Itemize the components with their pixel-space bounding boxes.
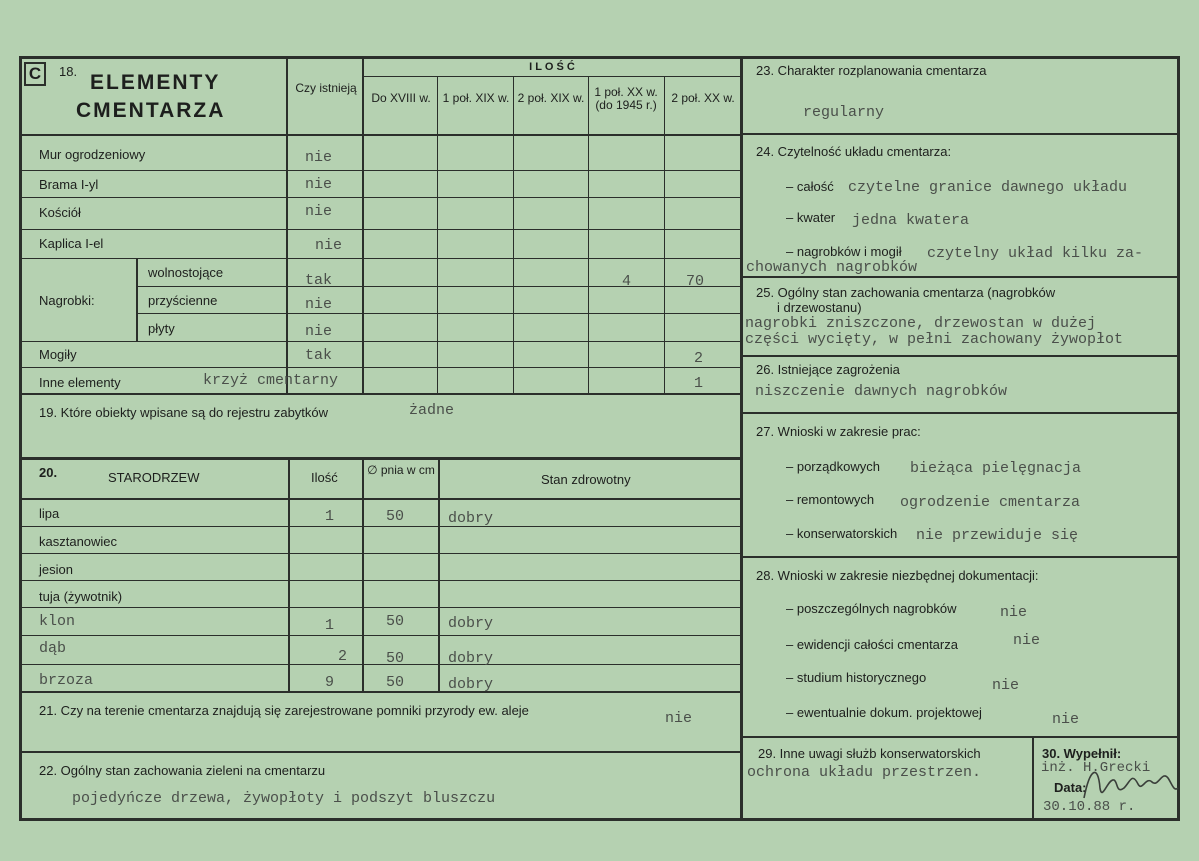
tree-health-birch[interactable]: dobry: [448, 676, 494, 693]
signature: [1080, 758, 1180, 808]
s30-label: 30. Wypełnił:: [1042, 746, 1122, 761]
s28-design-label: – ewentualnie dokum. projektowej: [786, 705, 982, 720]
row-value-gate[interactable]: nie: [305, 176, 333, 193]
row-label-other: Inne elementy: [39, 375, 121, 390]
s24-whole-label: – całość: [786, 179, 834, 194]
col-header-exists: Czy istnieją: [295, 81, 357, 95]
tree-health-maple[interactable]: dobry: [448, 615, 494, 632]
s24-graves-value2[interactable]: chowanych nagrobków: [746, 259, 918, 276]
s28-graves-value[interactable]: nie: [1000, 604, 1028, 621]
row-value-freestanding[interactable]: tak: [305, 272, 333, 289]
tree-name-linden: lipa: [39, 506, 60, 521]
s24-label: 24. Czytelność układu cmentarza:: [756, 144, 952, 159]
s26-label: 26. Istniejące zagrożenia: [756, 362, 900, 377]
row-value-other-c5[interactable]: 1: [694, 375, 704, 392]
row-label-wall-graves: przyścienne: [148, 293, 218, 308]
s28-design-value[interactable]: nie: [1052, 711, 1080, 728]
row-label-wall: Mur ogrodzeniowy: [39, 147, 146, 162]
row-label-slabs: płyty: [148, 321, 175, 336]
s25-value-line1[interactable]: nagrobki zniszczone, drzewostan w dużej: [745, 315, 1097, 332]
s28-graves-label: – poszczególnych nagrobków: [786, 601, 957, 616]
s27-conservation-label: – konserwatorskich: [786, 526, 898, 541]
section-title-line1: ELEMENTY: [90, 71, 221, 94]
s19-label: 19. Które obiekty wpisane są do rejestru zabytków: [39, 405, 329, 420]
s24-whole-value[interactable]: czytelne granice dawnego układu: [848, 179, 1128, 196]
s24-graves-value[interactable]: czytelny układ kilku za-: [927, 245, 1144, 262]
col-header-quantity: I L O Ś Ć: [529, 61, 575, 73]
row-value-slabs[interactable]: nie: [305, 323, 333, 340]
s27-label: 27. Wnioski w zakresie prac:: [756, 424, 921, 439]
s24-quarter-label: – kwater: [786, 210, 836, 225]
tree-name-thuja: tuja (żywotnik): [39, 589, 123, 604]
s20-title: STARODRZEW: [108, 470, 200, 485]
tree-health-linden[interactable]: dobry: [448, 510, 494, 527]
tree-qty-birch[interactable]: 9: [325, 674, 335, 691]
row-value-chapel[interactable]: nie: [315, 237, 343, 254]
col-header-c5: 2 poł. XX w.: [671, 91, 735, 105]
s21-label: 21. Czy na terenie cmentarza znajdują się zarejestrowane pomniki przyrody ew. aleje: [39, 703, 529, 718]
s19-value[interactable]: żadne: [409, 402, 455, 419]
s23-value[interactable]: regularny: [803, 104, 885, 121]
section-number-18: 18.: [59, 64, 78, 79]
section-badge: C: [24, 62, 46, 86]
tree-qty-linden[interactable]: 1: [325, 508, 335, 525]
s24-graves-label: – nagrobków i mogił: [786, 244, 902, 259]
row-value-mounds-c5[interactable]: 2: [694, 350, 704, 367]
row-label-gate: Brama I-yl: [39, 177, 99, 192]
row-value-wall[interactable]: nie: [305, 149, 333, 166]
s27-cleanup-value[interactable]: bieżąca pielęgnacja: [910, 460, 1082, 477]
row-value-mounds[interactable]: tak: [305, 347, 333, 364]
s29-label: 29. Inne uwagi służb konserwatorskich: [758, 746, 981, 761]
row-label-mounds: Mogiły: [39, 347, 77, 362]
s25-value-line2[interactable]: części wycięty, w pełni zachowany żywopłot: [745, 331, 1124, 348]
tree-name-ash: jesion: [39, 562, 73, 577]
row-label-church: Kościół: [39, 205, 81, 220]
s22-value[interactable]: pojedyńcze drzewa, żywopłoty i podszyt bluszczu: [72, 790, 496, 807]
col-header-c2: 1 poł. XIX w.: [442, 91, 510, 105]
tree-name-chestnut: kasztanowiec: [39, 534, 118, 549]
row-value-freestanding-c4[interactable]: 4: [622, 273, 632, 290]
s20-col-trunk: ∅ pnia w cm: [367, 463, 435, 477]
s24-quarter-value[interactable]: jedna kwatera: [852, 212, 970, 229]
section-title-line2: CMENTARZA: [76, 99, 226, 122]
s29-value[interactable]: ochrona układu przestrzen.: [747, 764, 982, 781]
s30-date[interactable]: 30.10.88 r.: [1043, 799, 1136, 815]
s30-date-label: Data:: [1054, 780, 1087, 795]
row-value-wall-graves[interactable]: nie: [305, 296, 333, 313]
s27-cleanup-label: – porządkowych: [786, 459, 880, 474]
row-label-chapel: Kaplica I-el: [39, 236, 104, 251]
tree-qty-oak[interactable]: 2: [338, 648, 348, 665]
s30-name[interactable]: inż. H.Grecki: [1041, 760, 1151, 776]
row-value-freestanding-c5[interactable]: 70: [686, 273, 705, 290]
tree-name-birch[interactable]: brzoza: [39, 672, 94, 689]
tree-trunk-birch[interactable]: 50: [386, 674, 405, 691]
tree-trunk-oak[interactable]: 50: [386, 650, 405, 667]
tree-health-oak[interactable]: dobry: [448, 650, 494, 667]
row-label-graves: Nagrobki:: [39, 293, 95, 308]
s27-repair-value[interactable]: ogrodzenie cmentarza: [900, 494, 1081, 511]
s20-col-health: Stan zdrowotny: [541, 472, 631, 487]
row-label-freestanding: wolnostojące: [148, 265, 224, 280]
s28-registry-label: – ewidencji całości cmentarza: [786, 637, 958, 652]
s23-label: 23. Charakter rozplanowania cmentarza: [756, 63, 987, 78]
row-value-other[interactable]: krzyż cmentarny: [203, 372, 339, 389]
s20-number: 20.: [39, 465, 58, 480]
col-header-c3: 2 poł. XIX w.: [517, 91, 585, 105]
s28-history-value[interactable]: nie: [992, 677, 1020, 694]
col-header-c1: Do XVIII w.: [371, 91, 431, 105]
s28-registry-value[interactable]: nie: [1013, 632, 1041, 649]
s28-history-label: – studium historycznego: [786, 670, 927, 685]
tree-trunk-maple[interactable]: 50: [386, 613, 405, 630]
s22-label: 22. Ogólny stan zachowania zieleni na cmentarzu: [39, 763, 326, 778]
s27-repair-label: – remontowych: [786, 492, 875, 507]
s27-conservation-value[interactable]: nie przewiduje się: [916, 527, 1079, 544]
tree-trunk-linden[interactable]: 50: [386, 508, 405, 525]
s20-col-quantity: Ilość: [311, 470, 338, 485]
tree-name-oak[interactable]: dąb: [39, 640, 67, 657]
row-value-church[interactable]: nie: [305, 203, 333, 220]
col-header-c4: 1 poł. XX w. (do 1945 r.): [594, 85, 658, 112]
s28-label: 28. Wnioski w zakresie niezbędnej dokumentacji:: [756, 568, 1039, 583]
s25-label-line1: 25. Ogólny stan zachowania cmentarza (nagrobków: [756, 285, 1056, 300]
s26-value[interactable]: niszczenie dawnych nagrobków: [755, 383, 1008, 400]
s21-value[interactable]: nie: [665, 710, 693, 727]
s25-label-line2: i drzewostanu): [777, 300, 862, 315]
tree-name-maple[interactable]: klon: [39, 613, 76, 630]
tree-qty-maple[interactable]: 1: [325, 617, 335, 634]
